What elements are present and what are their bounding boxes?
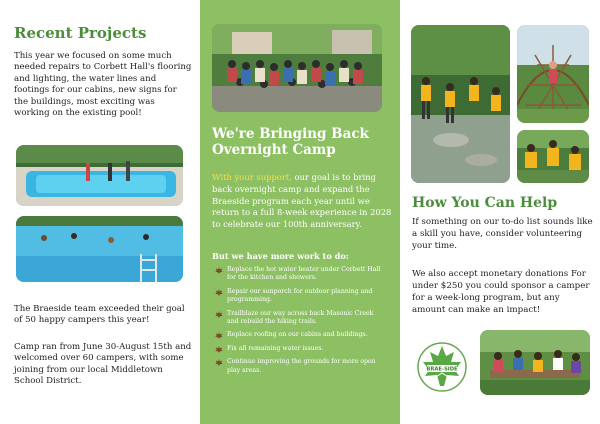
campers-goal-text: The Braeside team exceeded their goal of 50 happy campers this year! bbox=[14, 304, 185, 326]
maple-leaf-icon bbox=[215, 332, 223, 339]
work-item bbox=[214, 310, 384, 327]
work-item-text: Replace the hot water heater under Corbett Hall for the kitchen and showers. bbox=[227, 266, 381, 282]
support-rest: our goal is to bring back overnight camp and expand the Braeside program each year until we return to a full 8-week experience in 2028 to celebrate our 100th anniversary. bbox=[212, 172, 392, 230]
work-item-text: Repair our sunporch for outdoor planning and programming. bbox=[227, 287, 373, 304]
work-item bbox=[214, 288, 384, 305]
work-item-text: Continue improving the grounds for more open play areas. bbox=[227, 358, 376, 374]
work-item-text: Fix all remaining water issues. bbox=[227, 344, 324, 352]
creek-photo bbox=[411, 25, 510, 183]
support-paragraph bbox=[212, 172, 392, 231]
work-item-text: Trailblaze our way across back Masonic Creek and rebuild the hiking trails. bbox=[227, 309, 374, 325]
work-item bbox=[214, 358, 384, 375]
recent-projects-intro: This year we focused on some much needed repairs to Corbett Hall's flooring and lighting, the water lines and footings for our cabins, new signs for the buildings, most exciting was working on the existing pool! bbox=[14, 51, 192, 119]
middle-panel bbox=[200, 0, 400, 424]
work-item bbox=[214, 345, 384, 353]
group-photo bbox=[212, 24, 382, 112]
campers-playing-photo bbox=[517, 130, 589, 183]
maple-leaf-icon bbox=[215, 267, 223, 274]
recent-projects-heading: Recent Projects bbox=[14, 24, 147, 42]
pool-photo-1 bbox=[16, 145, 183, 206]
donations-text: We also accept monetary donations For under $250 you could sponsor a camper for a week-long program, but any amount can make an impact! bbox=[412, 269, 590, 315]
more-work-heading: But we have more work to do: bbox=[212, 251, 349, 261]
campers-table-photo bbox=[480, 330, 590, 395]
svg-text:BRAE-SIDE: BRAE-SIDE bbox=[426, 366, 458, 373]
maple-leaf-icon bbox=[215, 359, 223, 366]
pool-photo-2 bbox=[16, 216, 183, 282]
how-you-can-help-heading: How You Can Help bbox=[412, 195, 558, 211]
overnight-camp-heading: We're Bringing Back Overnight Camp bbox=[212, 126, 369, 158]
work-item bbox=[214, 331, 384, 339]
volunteer-text: If something on our to-do list sounds like a skill you have, consider volunteering your time. bbox=[412, 217, 593, 251]
maple-leaf-icon bbox=[215, 289, 223, 296]
work-list bbox=[214, 266, 384, 380]
climbing-photo bbox=[517, 25, 589, 123]
maple-leaf-logo-icon bbox=[417, 342, 467, 392]
left-panel bbox=[0, 0, 200, 424]
maple-leaf-icon bbox=[215, 311, 223, 318]
braeside-logo bbox=[417, 342, 467, 392]
work-item bbox=[214, 266, 384, 283]
camp-dates-text: Camp ran from June 30-August 15th and welcomed over 60 campers, with some joining from our local Middletown School District. bbox=[14, 342, 192, 387]
work-item-text: Replace roofing on our cabins and buildings. bbox=[227, 331, 368, 339]
maple-leaf-icon bbox=[215, 346, 223, 353]
support-highlight: With your support, bbox=[212, 172, 292, 182]
right-panel bbox=[400, 0, 600, 424]
